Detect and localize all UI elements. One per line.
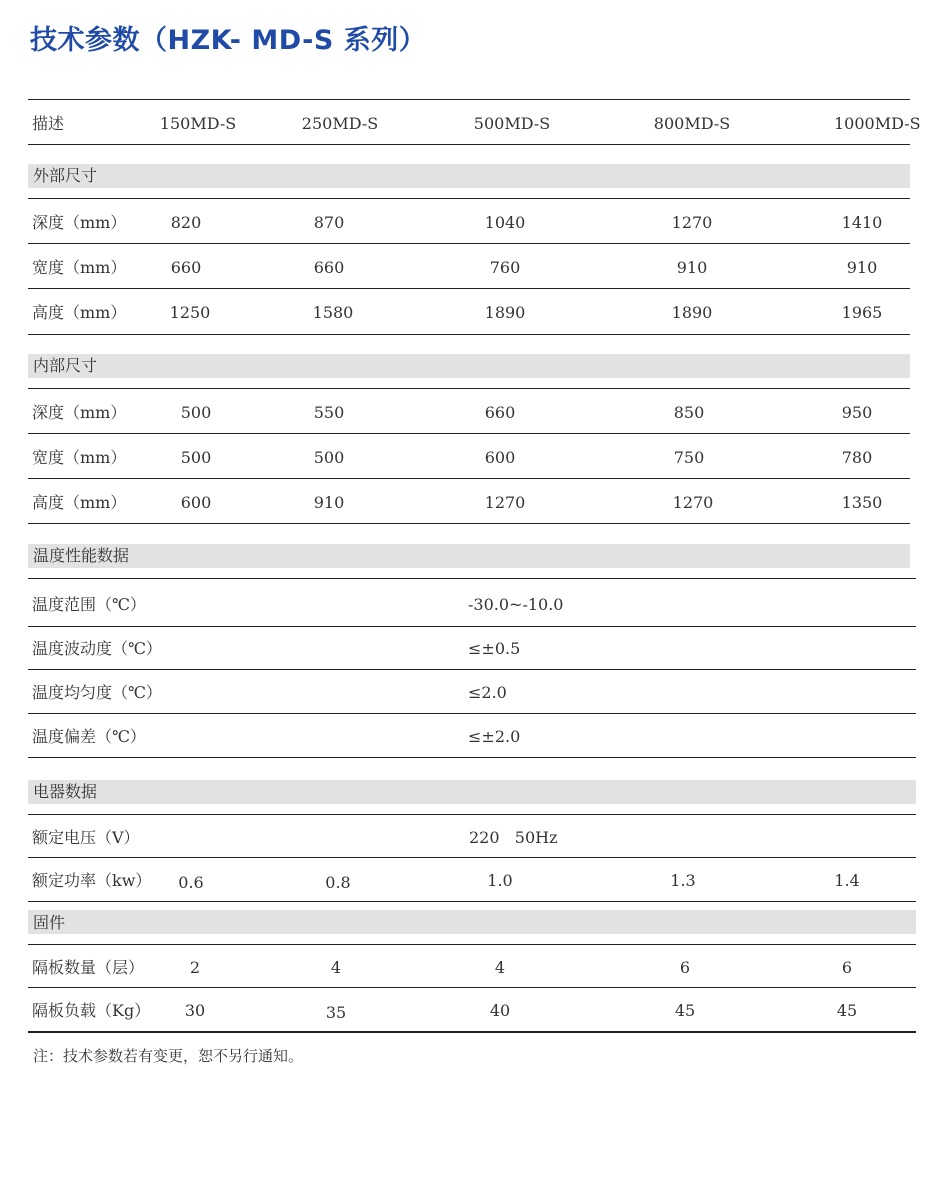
row-rule [28,523,910,524]
cell: 1270 [484,493,526,512]
page-title: 技术参数（HZK- MD-S 系列） [30,25,427,56]
row-rule [28,433,910,434]
section-title-electrical: 电器数据 [33,782,98,801]
cell: 660 [313,258,345,277]
row-rule [28,944,916,945]
cell: 1890 [484,303,526,322]
cell: 1965 [841,303,883,322]
cell: 4 [494,958,506,977]
row-label: 温度偏差（℃） [32,727,146,746]
row-label: 宽度（mm） [32,448,127,467]
cell: 1890 [671,303,713,322]
cell: 500 [313,448,345,467]
row-label: 额定功率（kw） [32,871,152,890]
section-band [28,780,916,804]
row-rule [28,388,910,389]
header-model: 1000MD-S [834,114,921,133]
row-label: 宽度（mm） [32,258,127,277]
row-label: 额定电压（V） [32,828,140,847]
row-label: 深度（mm） [32,213,127,232]
section-title-external: 外部尺寸 [33,166,98,185]
cell: 4 [330,958,342,977]
cell: 780 [841,448,873,467]
table-bottom-rule [28,1031,916,1033]
cell: 660 [170,258,202,277]
cell: 45 [674,1001,696,1020]
cell: ≤±2.0 [468,727,521,746]
header-rule [28,144,910,145]
row-label: 温度波动度（℃） [32,639,162,658]
table-top-rule [28,99,910,100]
cell: 600 [484,448,516,467]
cell: -30.0~-10.0 [468,595,564,614]
section-title-temperature: 温度性能数据 [33,546,130,565]
cell: 1.3 [670,871,696,890]
cell: 6 [841,958,853,977]
cell: 910 [313,493,345,512]
cell: 0.6 [178,873,204,892]
row-rule [28,478,910,479]
section-band [28,910,916,934]
row-label: 深度（mm） [32,403,127,422]
row-rule [28,987,916,988]
cell: 910 [676,258,708,277]
row-label: 温度均匀度（℃） [32,683,162,702]
row-label: 温度范围（℃） [32,595,146,614]
cell: 1.0 [487,871,513,890]
section-band [28,544,910,568]
header-model: 250MD-S [301,114,379,133]
row-rule [28,626,916,627]
cell: 500 [180,448,212,467]
row-rule [28,198,910,199]
cell: 40 [489,1001,511,1020]
cell: 550 [313,403,345,422]
row-label: 隔板负载（Kg） [32,1001,151,1020]
section-band [28,164,910,188]
cell: 1.4 [834,871,860,890]
row-label: 高度（mm） [32,303,127,322]
cell: 1410 [841,213,883,232]
cell: 0.8 [325,873,351,892]
row-label: 隔板数量（层） [32,958,145,977]
cell: 870 [313,213,345,232]
cell: 1250 [169,303,211,322]
cell: 910 [846,258,878,277]
cell: 2 [189,958,201,977]
cell: 1350 [841,493,883,512]
row-rule [28,578,916,579]
cell: 660 [484,403,516,422]
row-rule [28,243,910,244]
cell: ≤±0.5 [468,639,521,658]
cell: 600 [180,493,212,512]
cell: 500 [180,403,212,422]
row-rule [28,288,910,289]
cell: 1040 [484,213,526,232]
section-title-internal: 内部尺寸 [33,356,98,375]
row-rule [28,814,916,815]
section-title-fixtures: 固件 [33,913,66,932]
header-model: 800MD-S [653,114,731,133]
row-label: 高度（mm） [32,493,127,512]
cell: 1270 [672,493,714,512]
header-model: 500MD-S [473,114,551,133]
cell: 6 [679,958,691,977]
cell: 220 50Hz [469,828,558,847]
cell: 35 [325,1003,347,1022]
cell: 30 [184,1001,206,1020]
row-rule [28,669,916,670]
cell: 1270 [671,213,713,232]
row-rule [28,901,916,902]
section-band [28,354,910,378]
cell: 950 [841,403,873,422]
row-rule [28,334,910,335]
cell: 820 [170,213,202,232]
cell: 45 [836,1001,858,1020]
cell: 1580 [312,303,354,322]
row-rule [28,857,916,858]
cell: 760 [489,258,521,277]
header-model: 150MD-S [159,114,237,133]
row-rule [28,757,916,758]
header-label: 描述 [32,114,65,133]
footnote: 注：技术参数若有变更，恕不另行通知。 [33,1047,304,1065]
cell: ≤2.0 [468,683,507,702]
row-rule [28,713,916,714]
cell: 750 [673,448,705,467]
cell: 850 [673,403,705,422]
